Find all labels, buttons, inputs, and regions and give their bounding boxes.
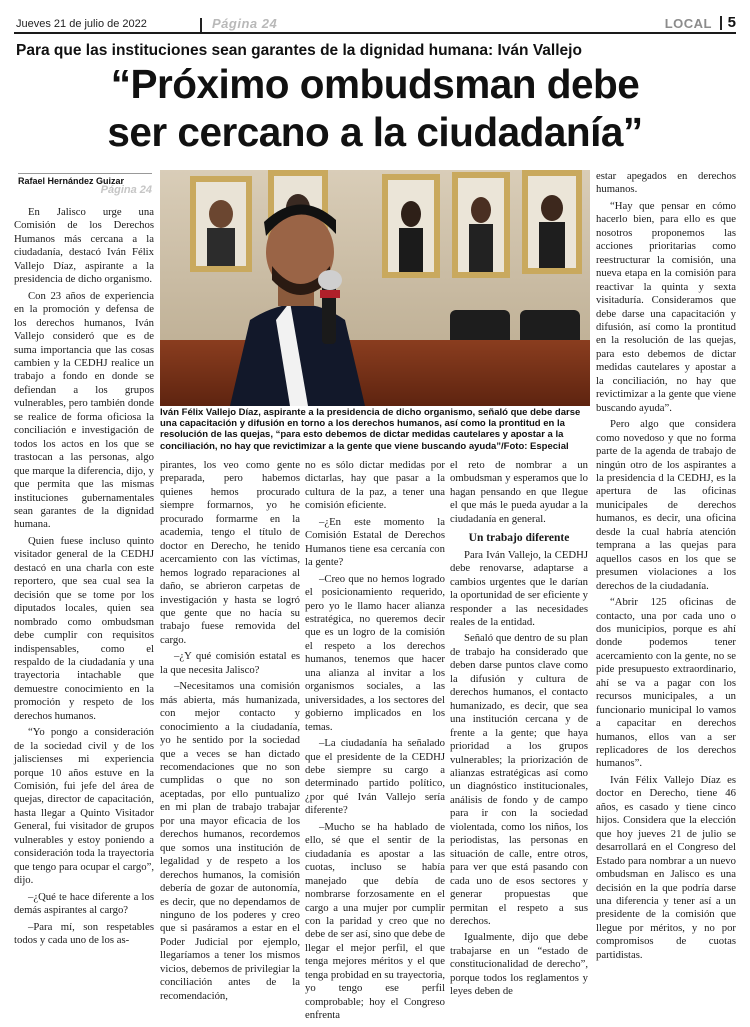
paragraph: –¿Qué te hace diferente a los demás aspirantes al cargo?: [14, 890, 154, 917]
article-column-4: [450, 459, 588, 1002]
page-header: [14, 8, 736, 34]
photo-caption: Iván Félix Vallejo Díaz, aspirante a la presidencia de dicho organismo, señaló que debe darse una capacitación y difusión en torno a los derechos humanos, así como la prontitud en la resolución de las quejas, “para esto debemos de dictar medidas cautelares y apostar a la conciliación, no hay que revictimizar a la gente que viene buscando ayuda”/Foto: Especial: [160, 407, 581, 452]
paragraph: Para Iván Vallejo, la CEDHJ debe renovarse, adaptarse a cambios urgentes que le darían la oportunidad de ser eficiente y responder a las necesidades reales de la entidad.: [450, 548, 588, 628]
article-column-2: [160, 459, 300, 1006]
paragraph: –Mucho se ha hablado de ello, sé que el sentir de la ciudadanía es apostar a las cuotas, incluso se había manejado que debía de nombrarse forzosamente en el cargo a una mujer por cumplir con la paridad y creo que no debe de ser así, sino que debe de llegar el mejor perfil, el que tenga mejores méritos y el que tenga probidad en su trayectoria, yo tengo ese perfil comprobable; hoy el Congreso enfrenta: [305, 820, 445, 1022]
interview-photo-illustration: [160, 170, 590, 406]
paragraph: –¿En este momento la Comisión Estatal de Derechos Humanos tiene esa cercanía con la gente?: [305, 515, 445, 569]
section-label: LOCAL: [664, 16, 712, 31]
article-photo: [160, 170, 590, 406]
paragraph: Pero algo que considera como novedoso y que no forma parte de la agenda de trabajo de ningún otro de los aspirantes a la presidencia d la CEDHJ, es la apertura de las oficinas municipales de derechos humanos, es decir, una oficina desde la cual habría atención temprana a las quejas para aquellos casos en los que se presumen violaciones a los derechos de la ciudadanía.: [596, 418, 736, 592]
author-byline: Rafael Hernández Guizar: [18, 173, 152, 186]
article-kicker: Para que las instituciones sean garantes de la dignidad humana: Iván Vallejo: [16, 42, 582, 59]
section-subhead: Un trabajo diferente: [468, 532, 570, 545]
paragraph: –Necesitamos una comisión más abierta, más humanizada, con mejor contacto y conocimiento a la ciudadanía, yo he sentido por la sociedad que a veces se han dictado recomendaciones que no son cumplidas o que no son aceptadas, por ello puntualizo en mi plan de trabajo trabajar por una mayor eficacia de los derechos humanos, recordemos que somos una institución de legalidad y de respeto a los derechos humanos, la comisión debería de gozar de autonomía, es decir, que no dependamos de ninguno de los poderes y creo que si pasáramos a estar en el Poder Judicial por ejemplo, llegaríamos a tener los mismos vicios, debemos de privilegiar la conciliación antes de la recomendación,: [160, 680, 300, 1002]
paragraph: “Yo pongo a consideración de la sociedad civil y de los jaliscienses mi experiencia porque 10 años estuve en la Comisión, fui jefe del área de quejas, director de capacitación, hasta llegar a Quinto Visitador General, fui visitador de grupos vulnerables y estoy poniendo a consideración toda la trayectoria que tengo para ocupar el cargo”, dijo.: [14, 726, 154, 887]
article-headline: [14, 60, 736, 156]
paragraph: el reto de nombrar a un ombudsman y esperamos que lo hagan pensando en que llegue el que más le pueda ayudar a la ciudadanía en general.: [450, 459, 588, 525]
article-column-3: [305, 459, 445, 1026]
header-divider: [200, 18, 202, 32]
paragraph: –Creo que no hemos logrado el posicionamiento requerido, pero yo le llamo hacer alianza estratégica, no queremos decir que es un logro de la comisión el respeto a los derechos humanos, tenemos que hacer una alianza al invitar a los organismos sociales, a las universidades, a los sectores del gobierno implicados en los temas.: [305, 572, 445, 733]
paragraph: “Abrir 125 oficinas de contacto, una por cada uno o dos municipios, porque es ahí donde podemos tener acercamiento con la gente, no se pide presupuesto extraordinario, ahí se va a pagar con los recursos municipales, a un funcionario municipal lo vamos a capacitar en derechos humanos, ellos van a ser replicadores de los derechos humanos”.: [596, 596, 736, 770]
paragraph: –La ciudadanía ha señalado que el presidente de la CEDHJ debe siempre su cargo a determinado partido político, ¿por qué Iván Vallejo sería diferente?: [305, 737, 445, 817]
article-column-1: [14, 206, 154, 950]
paragraph: En Jalisco urge una Comisión de los Derechos Humanos más cercana a la ciudadanía, destacó Iván Félix Vallejo Díaz, aspirante a la presidencia de dicho organismo.: [14, 206, 154, 286]
headline-line: “Próximo ombudsman debe: [110, 61, 640, 107]
author-outlet: Página 24: [100, 184, 152, 196]
paragraph: Con 23 años de experiencia en la promoción y defensa de los derechos humanos, Iván Vallejo consideró que es de suma importancia que las cosas cambien y la CEDHJ realice un trabajo a fondo en donde se defiendan a los grupos vulnerables, pero también donde se realice de forma oficiosa la conciliación e investigación de todos los actos en los que se trastocan a las personas, algo que marque la diferencia, dijo, y que permita que las mismas instituciones gubernamentales sean garantes de la dignidad humana.: [14, 289, 154, 531]
paragraph: pirantes, los veo como gente preparada, pero habemos quienes hemos procurado siempre formarnos, yo he procurado formarme en la academia, tengo el título de doctor en Derecho, he tenido acercamiento con las víctimas, hemos logrado reparaciones al daño, se abrieron carpetas de investigación y hasta se logró que gente que no hacía su trabajo fuese removida del cargo.: [160, 459, 300, 646]
paragraph: Señaló que dentro de su plan de trabajo ha considerado que deben darse puntos clave como la difusión y cultura de derechos humanos, el contacto humanizado, es decir, que sea una institución cercana y de frente a la gente; que haya prioridad a los grupos vulnerables; la priorización de alianzas estratégicas así como un diagnóstico institucionales, análisis de fondo y de campo para ir con la sociedad violentada, como los niños, los periodistas, las personas en situación de calle, entre otros, para ver que está pasando con cada uno de esos sectores y generar propuestas que permitan el respeto a sus derechos.: [450, 632, 588, 927]
paragraph: estar apegados en derechos humanos.: [596, 170, 736, 196]
paragraph: no es sólo dictar medidas por dictarlas, hay que pasar a la cultura de la paz, a tener una comisión eficiente.: [305, 459, 445, 512]
paragraph: Igualmente, dijo que debe trabajarse en un “estado de constitucionalidad de derecho”, porque todos los reglamentos y leyes deben de: [450, 931, 588, 998]
newspaper-name: Página 24: [212, 16, 278, 31]
paragraph: –¿Y qué comisión estatal es la que necesita Jalisco?: [160, 650, 300, 676]
article-column-5: [596, 170, 736, 965]
paragraph: –Para mí, son respetables todos y cada uno de los as-: [14, 920, 154, 947]
page-number: 5: [727, 14, 736, 31]
paragraph: “Hay que pensar en cómo hacerlo bien, para ello es que nosotros proponemos las acciones prioritarias como reestructurar la comisión, una nueva etapa en la comisión para reactivar la quinta y sexta visitaduría. Consideramos que debe darse una capacitación y difusión, así como la prontitud en la resolución de las quejas, para esto debemos de dictar medidas cautelares y apostar a la conciliación, no hay que revictimizar a la gente que viene buscando ayuda”.: [596, 199, 736, 414]
paragraph: Iván Félix Vallejo Díaz es doctor en Derecho, tiene 46 años, es casado y tiene cinco hijos. Considera que la elección que hoy jueves 21 de julio se desarrollará en el Congreso del Estado para nombrar a un nuevo ombudsman en Jalisco es una decisión en la que podría darse una diferencia y tener así a un presidente de la comisión que llegue por méritos, y no por compromisos de cuotas partidistas.: [596, 773, 736, 961]
issue-date: Jueves 21 de julio de 2022: [16, 18, 147, 30]
headline-line: ser cercano a la ciudadanía”: [107, 109, 643, 155]
paragraph: Quien fuese incluso quinto visitador general de la CEDHJ destacó en una charla con este reportero, que sea cual sea la decisión que se tome por los diputados locales, quien sea nombrado como ombudsman debe cumplir con requisitos indispensables, como el respaldo de la ciudadanía y una trayectoria intachable que demuestre conocimiento en la promoción y respeto de los derechos humanos.: [14, 534, 154, 722]
